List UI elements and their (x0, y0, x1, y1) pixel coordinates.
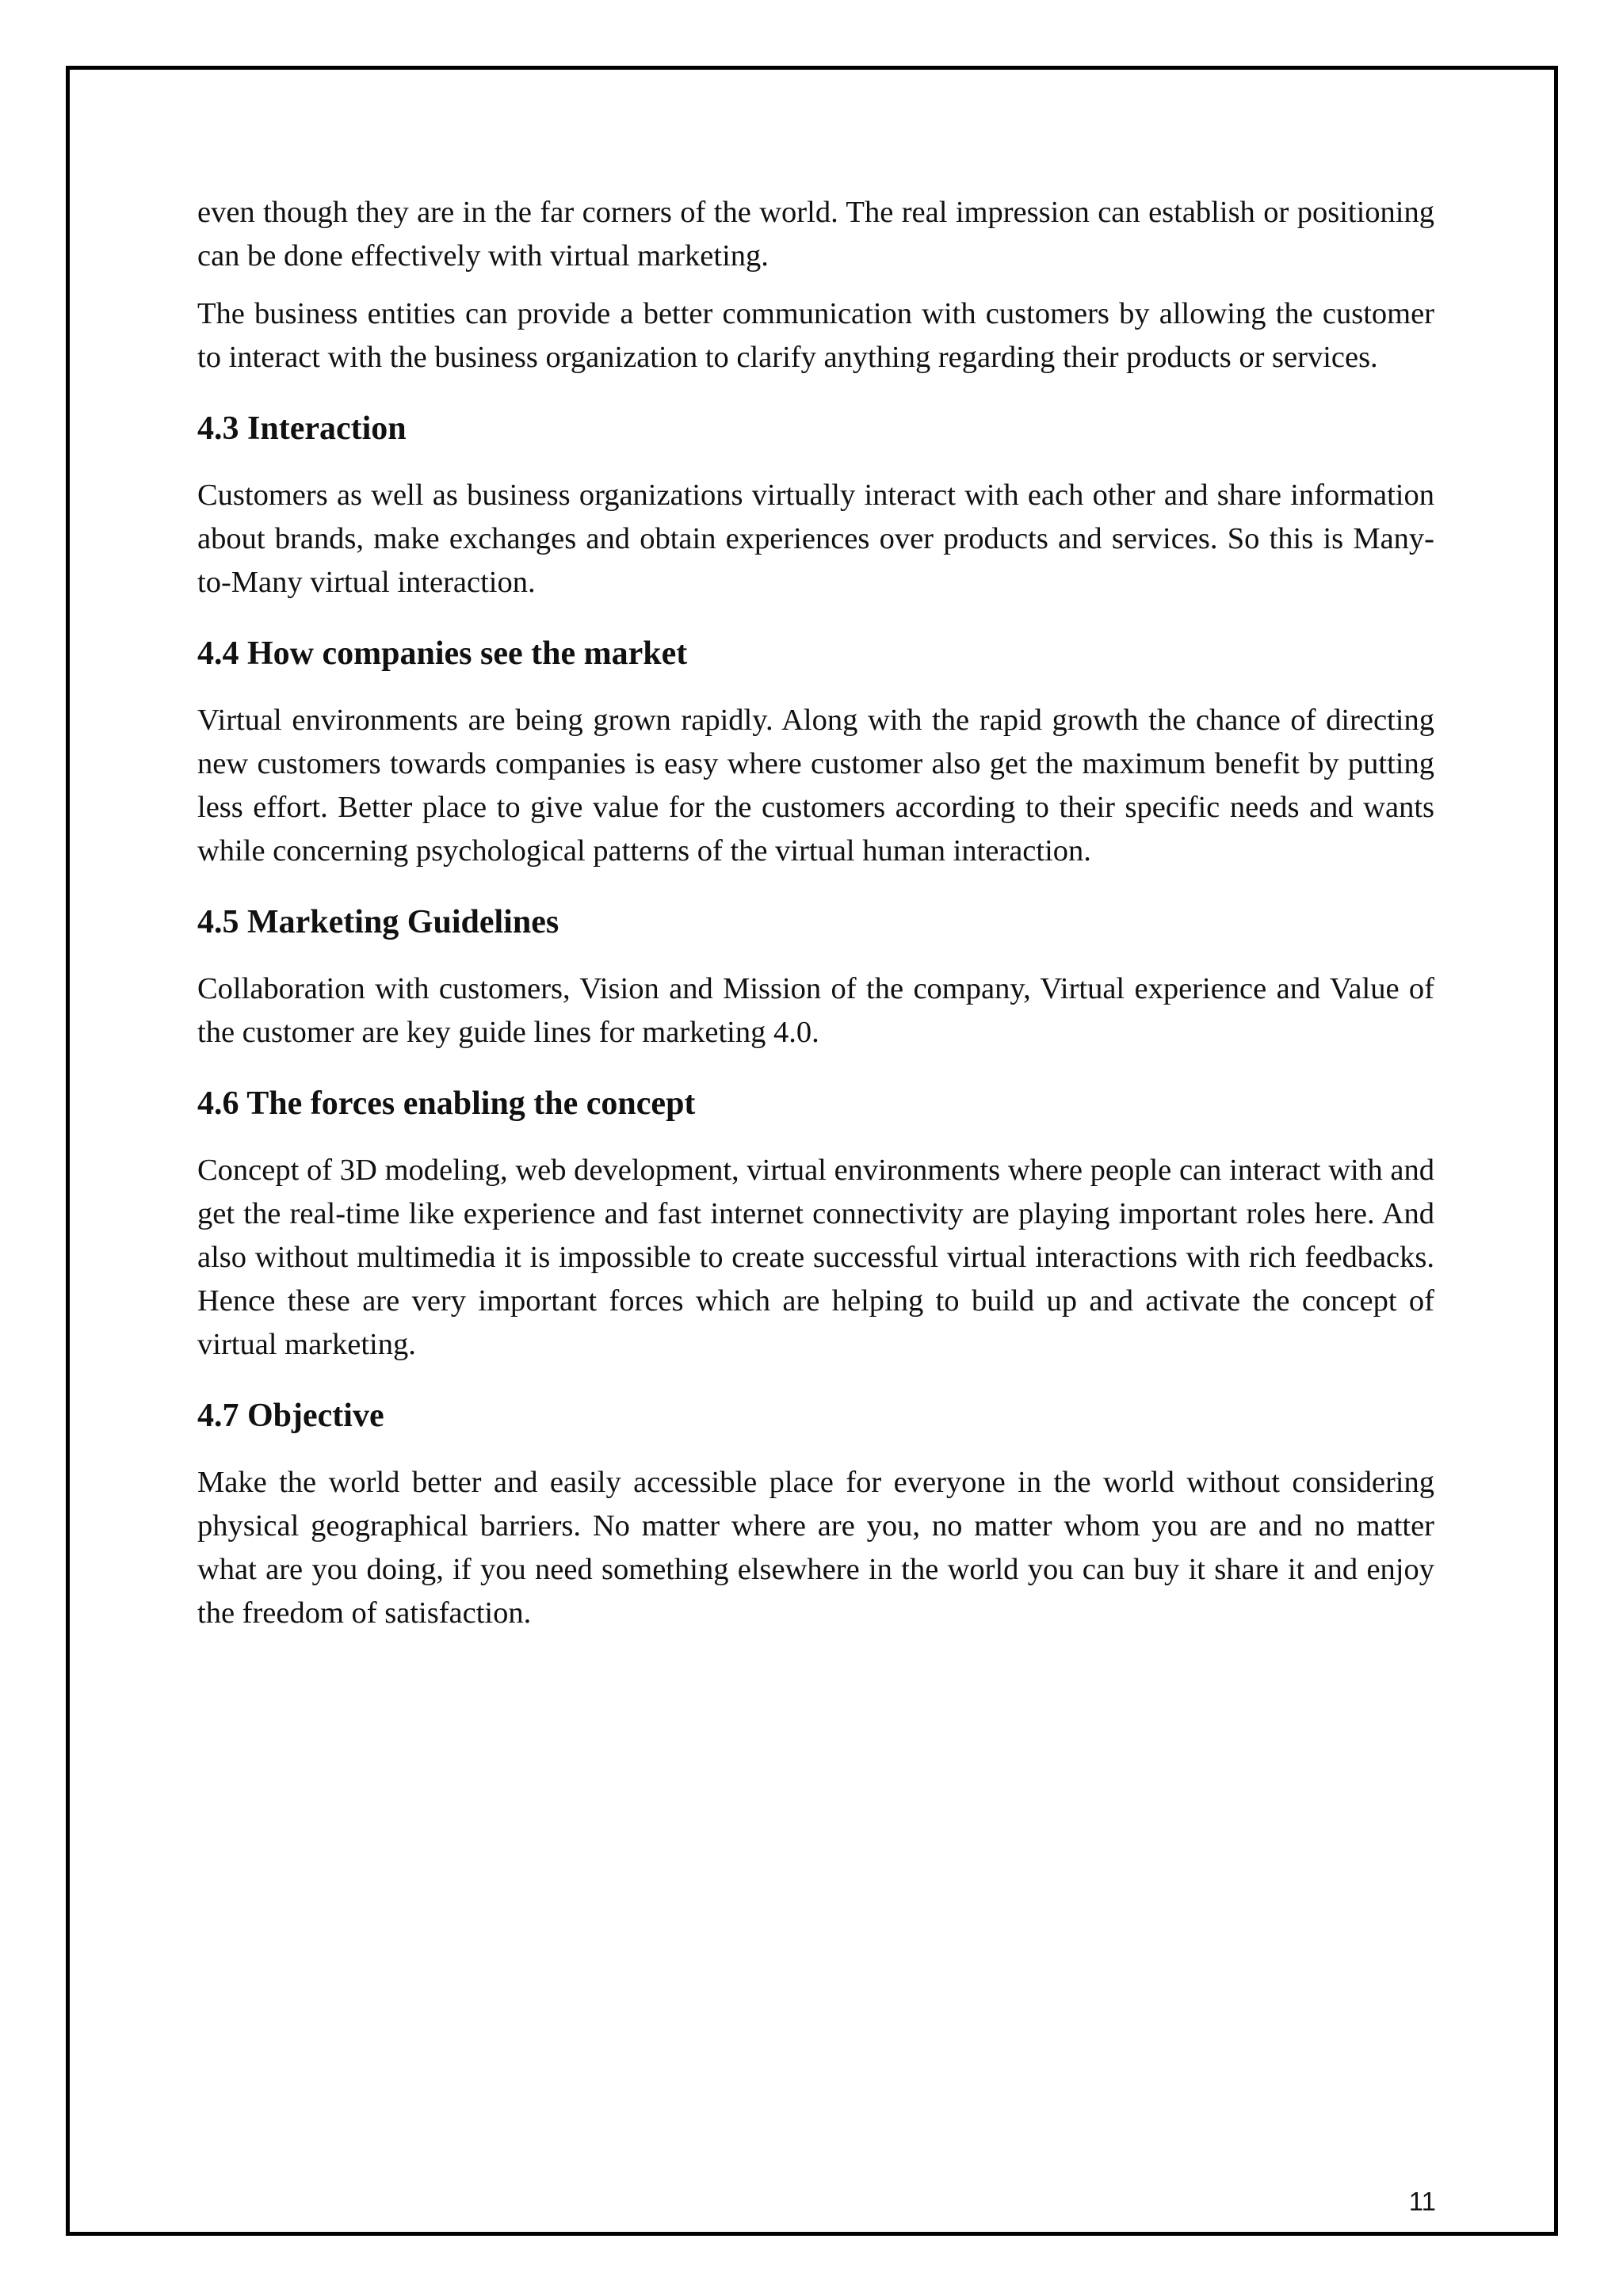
section-heading: 4.5 Marketing Guidelines (197, 904, 559, 940)
section-body: Customers as well as business organizations virtually interact with each other and share information about brands, make exchanges and obtain experiences over products and services. So this is Many-to-Many virtual interaction. (197, 479, 1434, 599)
section-heading: 4.4 How companies see the market (197, 635, 688, 672)
section-heading: 4.7 Objective (197, 1398, 384, 1434)
section-body: Concept of 3D modeling, web development, virtual environments where people can interact with and get the real-time like experience and fast internet connectivity are playing important roles here. And also without multimedia it is impossible to create successful virtual interactions with rich feedbacks. Hence these are very important forces which are helping to build up and activate the concept of virtual marketing. (197, 1154, 1434, 1361)
paragraph-communication: The business entities can provide a better communication with customers by allowing the customer to interact with the business organization to clarify anything regarding their products or services. (197, 297, 1434, 374)
section-body: Virtual environments are being grown rapidly. Along with the rapid growth the chance of directing new customers towards companies is easy where customer also get the maximum benefit by putting less effort. Better place to give value for the customers according to their specific needs and wants while concerning psychological patterns of the virtual human interaction. (197, 704, 1434, 868)
section-heading: 4.6 The forces enabling the concept (197, 1085, 696, 1122)
page-content (197, 191, 1434, 1650)
section-marketing-guidelines (197, 902, 1434, 1055)
section-forces-enabling-concept (197, 1084, 1434, 1367)
section-body: Collaboration with customers, Vision and Mission of the company, Virtual experience and Value of the customer are key guide lines for marketing 4.0. (197, 972, 1434, 1049)
paragraph-intro-continuation: even though they are in the far corners of the world. The real impression can establish or positioning can be done effectively with virtual marketing. (197, 196, 1434, 273)
page-number: 11 (1408, 2187, 1436, 2216)
section-objective (197, 1396, 1434, 1635)
section-how-companies-see-market (197, 634, 1434, 873)
section-heading: 4.3 Interaction (197, 410, 407, 447)
section-interaction (197, 409, 1434, 605)
section-body: Make the world better and easily accessible place for everyone in the world without considering physical geographical barriers. No matter where are you, no matter whom you are and no matter what are you doing, if you need something elsewhere in the world you can buy it share it and enjoy the freedom of satisfaction. (197, 1466, 1434, 1630)
